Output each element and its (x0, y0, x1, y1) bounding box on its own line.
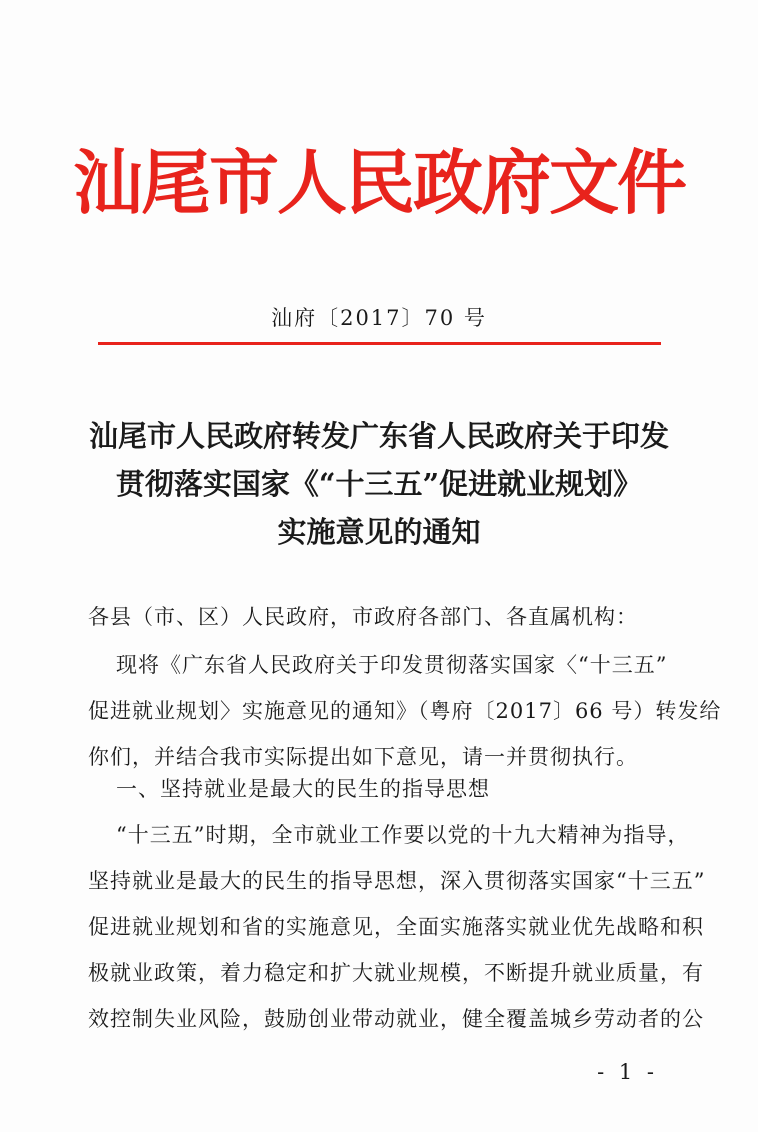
paragraph-line: 坚持就业是最大的民生的指导思想，深入贯彻落实国家“十三五” (88, 869, 706, 893)
title-line: 贯彻落实国家《“十三五”促进就业规划》 (115, 467, 643, 501)
section-heading-1: 一、坚持就业是最大的民生的指导思想 (116, 777, 490, 801)
paragraph-line: 现将《广东省人民政府关于印发贯彻落实国家〈“十三五” (116, 653, 668, 677)
red-separator-line (98, 342, 661, 345)
document-number: 汕府〔2017〕70 号 (271, 306, 487, 330)
paragraph-1 (88, 642, 722, 780)
paragraph-line: 效控制失业风险，鼓励创业带动就业，健全覆盖城乡劳动者的公 (88, 1007, 704, 1031)
document-title (0, 412, 758, 556)
paragraph-line: 极就业政策，着力稳定和扩大就业规模，不断提升就业质量，有 (88, 961, 704, 985)
masthead-title: 汕尾市人民政府文件 (73, 141, 685, 224)
page-number: - 1 - (597, 1060, 658, 1084)
paragraph-line: 促进就业规划〉实施意见的通知》（粤府〔2017〕66 号）转发给 (88, 699, 722, 723)
paragraph-line: “十三五”时期，全市就业工作要以党的十九大精神为指导， (116, 823, 690, 847)
addressee-line: 各县（市、区）人民政府，市政府各部门、各直属机构： (88, 605, 638, 629)
paragraph-line: 促进就业规划和省的实施意见，全面实施落实就业优先战略和积 (88, 915, 704, 939)
addressee (88, 594, 688, 640)
paragraph-2 (88, 812, 706, 1042)
title-line: 汕尾市人民政府转发广东省人民政府关于印发 (88, 419, 669, 453)
paragraph-line: 你们，并结合我市实际提出如下意见，请一并贯彻执行。 (88, 745, 638, 769)
title-line: 实施意见的通知 (277, 515, 481, 549)
